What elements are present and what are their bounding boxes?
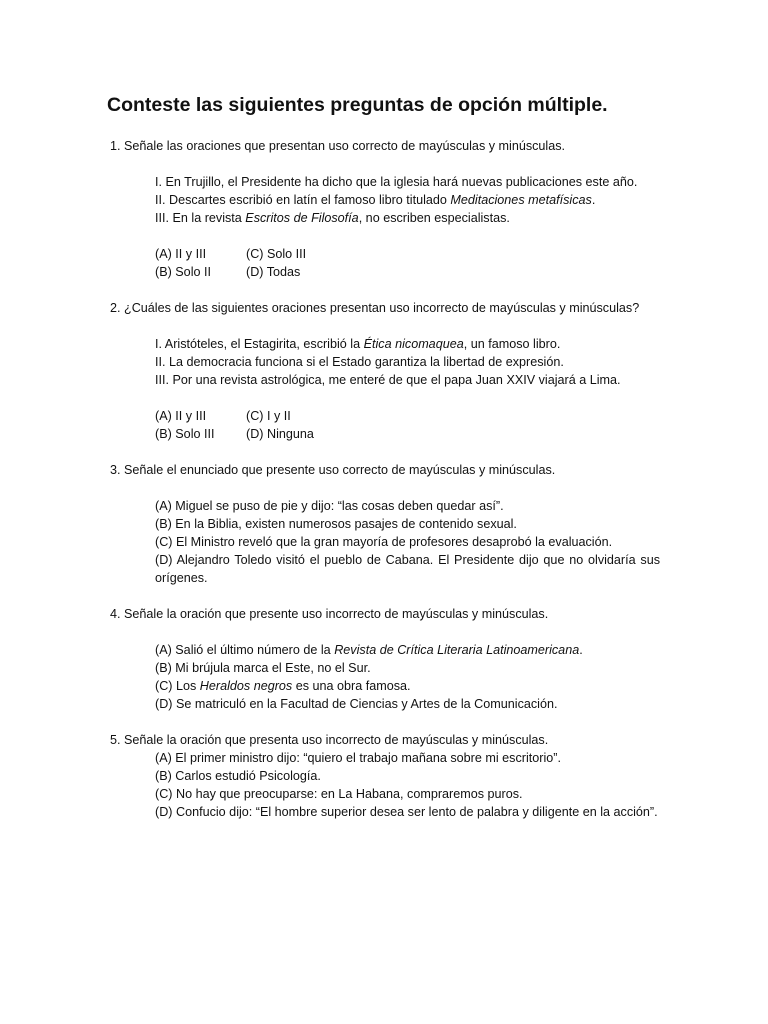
q1-sentence-3-text: III. En la revista: [155, 211, 246, 225]
q5-option-d: (D) Confucio dijo: “El hombre superior desea ser lento de palabra y diligente en la acción”.: [155, 805, 658, 819]
q2-sentence-2: II. La democracia funciona si el Estado garantiza la libertad de expresión.: [155, 355, 564, 369]
q4-option-a: [155, 641, 660, 659]
question-1-options: [155, 245, 660, 281]
question-4-stem: 4. Señale la oración que presente uso incorrecto de mayúsculas y minúsculas.: [110, 607, 549, 621]
q2-option-a: (A) II y III: [155, 409, 207, 423]
question-3-options: [155, 497, 660, 587]
question-3: [110, 461, 660, 587]
question-3-stem: 3. Señale el enunciado que presente uso correcto de mayúsculas y minúsculas.: [110, 463, 556, 477]
q4-option-c: [155, 677, 660, 695]
q1-sentence-2-italic: Meditaciones metafísicas: [450, 193, 592, 207]
q2-sentence-1-italic: Ética nicomaquea: [363, 337, 464, 351]
q1-option-b: (B) Solo II: [155, 265, 211, 279]
page-title: Conteste las siguientes preguntas de opción múltiple.: [107, 94, 608, 116]
q1-sentence-3: [155, 209, 660, 227]
q1-sentence-3-end: , no escriben especialistas.: [358, 211, 510, 225]
q5-option-c: (C) No hay que preocuparse: en La Habana, compraremos puros.: [155, 787, 523, 801]
q1-option-c: (C) Solo III: [246, 247, 307, 261]
q2-option-b: (B) Solo III: [155, 427, 215, 441]
question-1-stem: 1. Señale las oraciones que presentan uso correcto de mayúsculas y minúsculas.: [110, 139, 566, 153]
q2-sentence-3: III. Por una revista astrológica, me enteré de que el papa Juan XXIV viajará a Lima.: [155, 373, 621, 387]
q1-sentence-2-end: .: [591, 193, 596, 207]
q4-option-c-italic: Heraldos negros: [199, 679, 293, 693]
question-2-sentences: [155, 335, 660, 389]
q4-option-a-end: .: [579, 643, 583, 657]
question-1: [110, 137, 660, 281]
q3-option-b: (B) En la Biblia, existen numerosos pasajes de contenido sexual.: [155, 517, 517, 531]
q4-option-a-text: (A) Salió el último número de la: [155, 643, 335, 657]
q2-sentence-1: [155, 335, 660, 353]
q1-sentence-3-italic: Escritos de Filosofía: [245, 211, 359, 225]
q2-option-d: (D) Ninguna: [246, 427, 314, 441]
q1-sentence-1: I. En Trujillo, el Presidente ha dicho que la iglesia hará nuevas publicaciones este año.: [155, 175, 638, 189]
question-5: [110, 731, 660, 821]
q2-options-row-2: [155, 425, 660, 443]
q4-option-b: (B) Mi brújula marca el Este, no el Sur.: [155, 661, 371, 675]
question-5-stem: 5. Señale la oración que presenta uso incorrecto de mayúsculas y minúsculas.: [110, 733, 549, 747]
q3-option-a: (A) Miguel se puso de pie y dijo: “las cosas deben quedar así”.: [155, 499, 504, 513]
question-2: [110, 299, 660, 443]
q1-options-row-1: [155, 245, 660, 263]
questions-list: [110, 137, 660, 839]
q5-option-b: (B) Carlos estudió Psicología.: [155, 769, 321, 783]
question-4: [110, 605, 660, 713]
question-2-stem: 2. ¿Cuáles de las siguientes oraciones presentan uso incorrecto de mayúsculas y minúsculas?: [110, 301, 640, 315]
q1-option-a: (A) II y III: [155, 247, 207, 261]
q1-sentence-2: [155, 191, 660, 209]
q2-sentence-1-end: , un famoso libro.: [463, 337, 561, 351]
q5-option-a: (A) El primer ministro dijo: “quiero el trabajo mañana sobre mi escritorio”.: [155, 751, 561, 765]
q4-option-c-text: (C) Los: [155, 679, 200, 693]
q4-option-a-italic: Revista de Crítica Literaria Latinoamericana: [334, 643, 580, 657]
q1-option-d: (D) Todas: [246, 265, 301, 279]
question-4-options: [155, 641, 660, 713]
q3-option-c: (C) El Ministro reveló que la gran mayoría de profesores desaprobó la evaluación.: [155, 535, 613, 549]
question-2-options: [155, 407, 660, 443]
question-1-sentences: [155, 173, 660, 227]
question-5-options: [155, 749, 660, 821]
q4-option-d: (D) Se matriculó en la Facultad de Ciencias y Artes de la Comunicación.: [155, 697, 558, 711]
q2-sentence-1-text: I. Aristóteles, el Estagirita, escribió la: [155, 337, 364, 351]
q4-option-c-end: es una obra famosa.: [292, 679, 411, 693]
q2-options-row-1: [155, 407, 660, 425]
q3-option-d: (D) Alejandro Toledo visitó el pueblo de Cabana. El Presidente dijo que no olvidaría sus orígenes.: [155, 553, 660, 585]
q1-options-row-2: [155, 263, 660, 281]
q1-sentence-2-text: II. Descartes escribió en latín el famoso libro titulado: [155, 193, 451, 207]
q2-option-c: (C) I y II: [246, 409, 291, 423]
